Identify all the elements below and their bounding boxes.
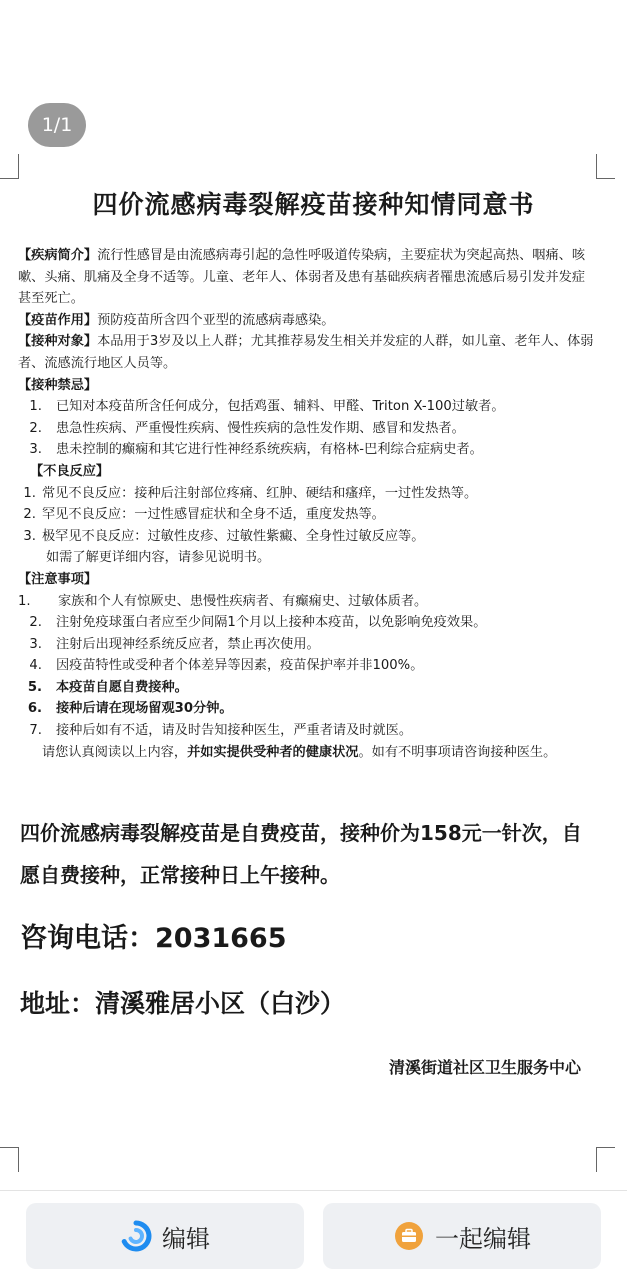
list-number: 3. xyxy=(23,528,36,544)
list-number: 1. xyxy=(29,399,42,415)
closing-text: 。如有不明事项请咨询接种医生。 xyxy=(358,744,557,760)
list-text: 接种后如有不适，请及时告知接种医生，严重者请及时就医。 xyxy=(56,723,413,739)
vaccination-target xyxy=(18,331,598,374)
contraindications-heading: 【接种禁忌】 xyxy=(18,377,98,393)
list-number: 2. xyxy=(23,507,36,523)
adverse-reactions-heading: 【不良反应】 xyxy=(30,463,110,479)
list-text: 接种后请在现场留观30分钟。 xyxy=(56,701,233,717)
list-item xyxy=(18,655,598,677)
section-label: 【疫苗作用】 xyxy=(18,312,98,328)
list-text: 注射后出现神经系统反应者，禁止再次使用。 xyxy=(56,636,320,652)
list-text: 极罕见不良反应：过敏性皮疹、过敏性紫癜、全身性过敏反应等。 xyxy=(42,528,425,544)
page-indicator: 1/1 xyxy=(28,103,86,147)
list-item xyxy=(18,526,598,548)
list-number: 2. xyxy=(29,420,42,436)
list-text: 注射免疫球蛋白者应至少间隔1个月以上接种本疫苗，以免影响免疫效果。 xyxy=(56,615,487,631)
edit-button-label: 编辑 xyxy=(162,1224,210,1253)
list-item xyxy=(18,418,598,440)
list-text: 本疫苗自愿自费接种。 xyxy=(56,679,188,695)
list-item xyxy=(18,677,598,699)
vaccine-effect xyxy=(18,310,598,332)
list-item xyxy=(18,698,598,720)
issuing-organization: 清溪街道社区卫生服务中心 xyxy=(388,1058,581,1077)
closing-text: 请您认真阅读以上内容， xyxy=(42,744,188,760)
list-text: 患未控制的癫痫和其它进行性神经系统疾病，有格林-巴利综合症病史者。 xyxy=(56,442,483,458)
crop-mark-top-left xyxy=(0,154,19,179)
precautions-list xyxy=(18,591,598,742)
address: 地址：清溪雅居小区（白沙） xyxy=(20,989,346,1018)
list-text: 患急性疾病、严重慢性疾病、慢性疾病的急性发作期、感冒和发热者。 xyxy=(56,420,465,436)
list-number: 3. xyxy=(29,442,42,458)
list-number: 1. xyxy=(18,593,31,609)
co-edit-button[interactable] xyxy=(323,1203,601,1269)
list-item xyxy=(18,439,598,461)
section-label: 【疾病简介】 xyxy=(18,248,98,263)
adverse-reactions-list xyxy=(18,483,598,548)
section-text: 流行性感冒是由流感病毒引起的急性呼吸道传染病，主要症状为突起高热、咽痛、咳嗽、头痛、肌痛及全身不适等。儿童、老年人、体弱者及患有基础疾病者罹患流感后易引发并发症甚至死亡。 xyxy=(18,248,586,307)
list-item xyxy=(18,504,598,526)
list-item xyxy=(18,612,598,634)
closing-emphasis: 并如实提供受种者的健康状况 xyxy=(187,744,359,760)
list-item xyxy=(18,483,598,505)
section-label: 【接种对象】 xyxy=(18,334,98,350)
list-item xyxy=(18,591,598,613)
crop-mark-bottom-left xyxy=(0,1147,19,1172)
list-number: 4. xyxy=(29,658,42,674)
list-number: 2. xyxy=(29,615,42,631)
edit-button[interactable] xyxy=(26,1203,304,1269)
contraindications-list xyxy=(18,396,598,461)
list-number: 1. xyxy=(23,485,36,501)
crop-mark-top-right xyxy=(596,154,615,179)
precautions-heading: 【注意事项】 xyxy=(18,571,98,587)
co-edit-icon xyxy=(393,1220,425,1252)
document-body xyxy=(18,245,598,763)
crop-mark-bottom-right xyxy=(596,1147,615,1172)
contact-phone: 咨询电话：2031665 xyxy=(20,923,287,954)
list-number: 3. xyxy=(29,636,42,652)
list-text: 罕见不良反应：一过性感冒症状和全身不适，重度发热等。 xyxy=(42,507,385,523)
co-edit-button-label: 一起编辑 xyxy=(435,1224,531,1253)
list-item xyxy=(18,720,598,742)
list-text: 常见不良反应：接种后注射部位疼痛、红肿、硬结和瘙痒，一过性发热等。 xyxy=(42,485,478,501)
list-text: 已知对本疫苗所含任何成分，包括鸡蛋、辅料、甲醛、Triton X-100过敏者。 xyxy=(56,399,505,415)
document-title: 四价流感病毒裂解疫苗接种知情同意书 xyxy=(92,190,535,219)
list-text: 家族和个人有惊厥史、患慢性疾病者、有癫痫史、过敏体质者。 xyxy=(58,593,428,609)
fee-notice: 四价流感病毒裂解疫苗是自费疫苗，接种价为158元一针次，自愿自费接种，正常接种日上午接种。 xyxy=(20,821,582,887)
bottom-toolbar xyxy=(0,1190,627,1281)
list-item xyxy=(18,634,598,656)
list-number: 7. xyxy=(29,723,42,739)
instructions-note: 如需了解更详细内容，请参见说明书。 xyxy=(46,550,271,566)
list-text: 因疫苗特性或受种者个体差异等因素，疫苗保护率并非100%。 xyxy=(56,658,424,674)
edit-icon xyxy=(120,1220,152,1252)
list-number: 5. xyxy=(27,679,42,695)
section-text: 预防疫苗所含四个亚型的流感病毒感染。 xyxy=(97,312,335,328)
section-text: 本品用于3岁及以上人群；尤其推荐易发生相关并发症的人群，如儿童、老年人、体弱者、流感流行地区人员等。 xyxy=(18,334,594,371)
disease-intro xyxy=(18,245,598,310)
closing-paragraph xyxy=(18,742,598,764)
list-number: 6. xyxy=(27,701,42,717)
list-item xyxy=(18,396,598,418)
